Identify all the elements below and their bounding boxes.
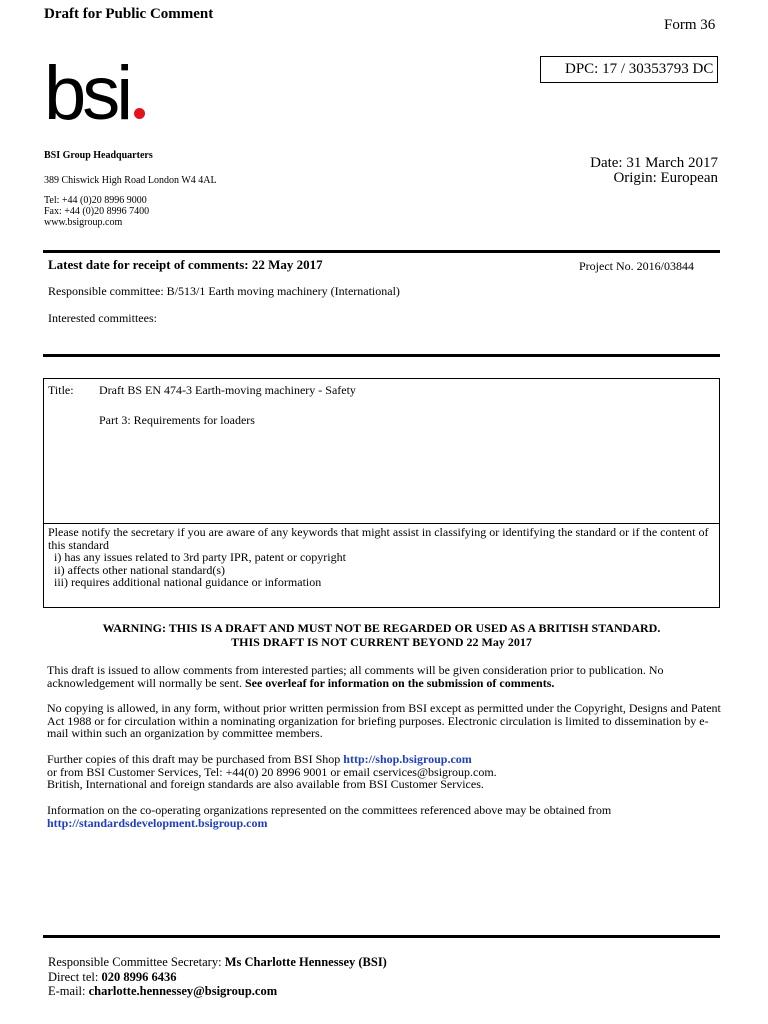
draft-warning xyxy=(43,621,720,649)
divider-bottom xyxy=(43,935,720,938)
cooperating-orgs-text: Information on the co-operating organizations represented on the committees referenced above may be obtained from xyxy=(47,803,612,817)
bsi-logo-text: bsi xyxy=(44,51,130,136)
draft-label: Draft for Public Comment xyxy=(44,6,214,22)
secretary-email[interactable]: charlotte.hennessey@bsigroup.com xyxy=(88,984,278,998)
standard-title: Draft BS EN 474-3 Earth-moving machinery - Safety xyxy=(99,383,356,397)
paragraph-comments-text: This draft is issued to allow comments from interested parties; all comments will be given consideration prior to publication. No acknowledgement will normally be sent. xyxy=(47,663,664,690)
paragraph-further-copies xyxy=(47,753,722,791)
responsible-committee: Responsible committee: B/513/1 Earth moving machinery (International) xyxy=(48,284,400,298)
notify-item: i) has any issues related to 3rd party IPR, patent or copyright xyxy=(54,550,346,564)
customer-services-text: or from BSI Customer Services, Tel: +44(0) 20 8996 9001 or email cservices@bsigroup.com. xyxy=(47,764,497,779)
title-box xyxy=(43,378,720,608)
see-overleaf-text: See overleaf for information on the submission of comments. xyxy=(244,675,555,690)
date-origin-block xyxy=(540,156,718,186)
secretary-name: Ms Charlotte Hennessey (BSI) xyxy=(224,955,387,969)
org-tel: Tel: +44 (0)20 8996 9000 xyxy=(44,195,147,206)
notify-item: ii) affects other national standard(s) xyxy=(54,562,226,577)
paragraph-comments xyxy=(47,664,722,689)
bsi-logo-dot-icon xyxy=(134,108,145,119)
title-label: Title: xyxy=(48,383,74,397)
title-box-divider xyxy=(44,523,719,524)
latest-comment-date: Latest date for receipt of comments: 22 May 2017 xyxy=(48,257,323,272)
org-fax: Fax: +44 (0)20 8996 7400 xyxy=(44,206,150,217)
notify-item: iii) requires additional national guidance or information xyxy=(54,575,322,589)
notify-text: Please notify the secretary if you are aware of any keywords that might assist in classifying or identifying the standard or if the content of this standard xyxy=(48,525,709,552)
secretary-label: Responsible Committee Secretary: xyxy=(48,955,225,969)
standard-part: Part 3: Requirements for loaders xyxy=(99,413,255,427)
standards-development-link[interactable]: http://standardsdevelopment.bsigroup.com xyxy=(47,815,268,830)
warning-line-1: WARNING: THIS IS A DRAFT AND MUST NOT BE REGARDED OR USED AS A BRITISH STANDARD. xyxy=(102,621,661,635)
org-web: www.bsigroup.com xyxy=(44,217,123,228)
issue-date: Date: 31 March 2017 xyxy=(590,155,718,171)
interested-committees: Interested committees: xyxy=(48,311,157,325)
paragraph-copyright: No copying is allowed, in any form, without prior written permission from BSI except as permitted under the Copyright, Designs and Patent Act 1988 or for circulation within a nominating organization for briefing purposes. Electronic circulation is limited to dissemination by e-mail within such an organization by committee members. xyxy=(47,701,721,740)
divider-top xyxy=(43,250,720,253)
warning-line-2: THIS DRAFT IS NOT CURRENT BEYOND 22 May 2017 xyxy=(231,635,532,649)
form-number: Form 36 xyxy=(664,17,716,33)
secretary-tel: 020 8996 6436 xyxy=(101,969,177,984)
secretary-tel-label: Direct tel: xyxy=(48,969,102,984)
secretary-email-label: E-mail: xyxy=(48,984,89,998)
bsi-logo xyxy=(44,51,145,136)
project-number: Project No. 2016/03844 xyxy=(579,259,694,273)
notify-section xyxy=(48,526,713,589)
bsi-shop-link[interactable]: http://shop.bsigroup.com xyxy=(343,752,472,766)
divider-middle xyxy=(43,354,720,357)
further-copies-text: Further copies of this draft may be purchased from BSI Shop xyxy=(47,752,344,766)
standards-availability-text: British, International and foreign standards are also available from BSI Customer Services. xyxy=(47,777,484,791)
org-name: BSI Group Headquarters xyxy=(44,150,153,161)
origin: Origin: European xyxy=(613,170,718,186)
dpc-reference-box: DPC: 17 / 30353793 DC xyxy=(540,56,718,83)
secretary-contact xyxy=(48,955,387,999)
paragraph-cooperating-orgs xyxy=(47,804,722,829)
org-address: 389 Chiswick High Road London W4 4AL xyxy=(44,175,217,186)
